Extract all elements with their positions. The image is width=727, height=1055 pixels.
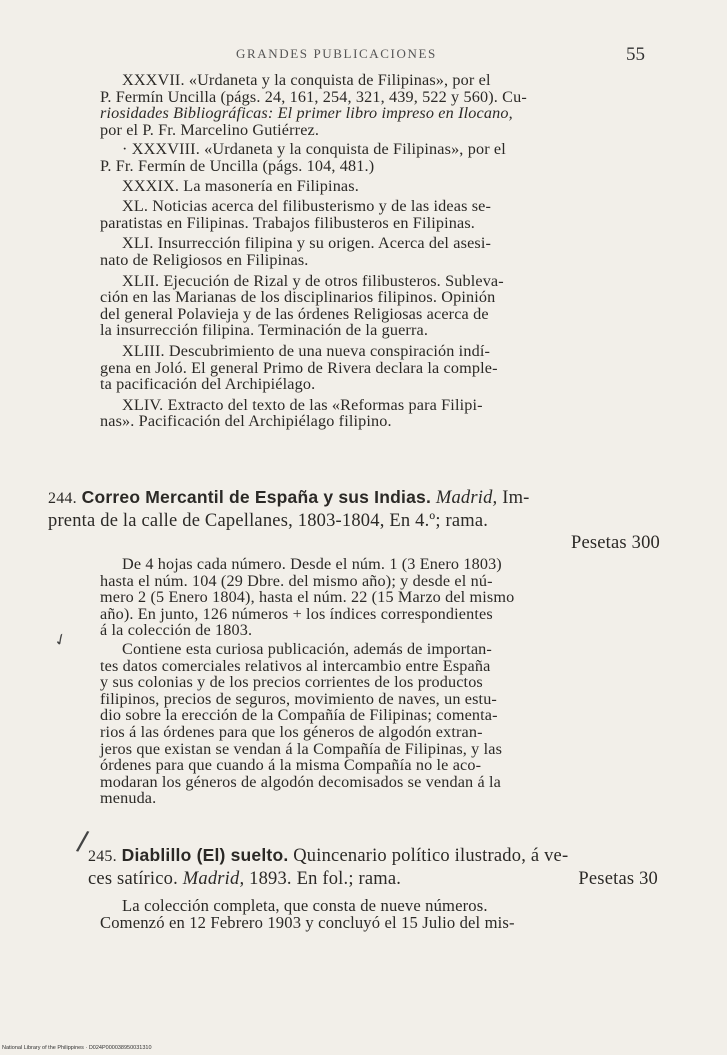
paragraph-line: jeros que existan se vendan á la Compañía de Filipinas, y las [100, 739, 503, 758]
list-item-line: ta pacificación del Archipiélago. [100, 375, 316, 394]
entry-imprint: Im- [502, 488, 530, 508]
list-item-line: nas». Pacificación del Archipiélago filipino. [100, 412, 392, 431]
list-item [100, 141, 658, 174]
entry-title: Diablillo (El) suelto. [121, 845, 289, 865]
entry-price: Pesetas 30 [578, 869, 658, 889]
list-item-line: la insurrección filipina. Terminación de la guerra. [100, 321, 429, 340]
paragraph-line: filipinos, precios de seguros, movimiento de naves, un estu- [100, 689, 497, 708]
entry-245 [88, 844, 660, 890]
paragraph-line: menuda. [100, 789, 157, 808]
paragraph-line: modaran los géneros de algodón decomisados se vendan á la [100, 772, 501, 791]
list-item-line: XXXVII. «Urdaneta y la conquista de Filipinas», por el [122, 71, 491, 89]
paragraph-line: Comenzó en 12 Febrero 1903 y concluyó el 15 Julio del mis- [100, 912, 515, 932]
paragraph-line: dio sobre la erección de la Compañía de Filipinas; comenta- [100, 706, 498, 725]
paragraph-line: De 4 hojas cada número. Desde el núm. 1 (3 Enero 1803) [122, 555, 502, 573]
list-item-line: P. Fr. Fermín de Uncilla (págs. 104, 481.) [100, 156, 375, 175]
paragraph-line: tes datos comerciales relativos al intercambio entre España [100, 656, 491, 675]
entry-genre: ces satírico. [88, 869, 178, 889]
list-item-line: XLII. Ejecución de Rizal y de otros filibusteros. Subleva- [122, 271, 504, 290]
list-item-line: del general Polavieja y de las órdenes Religiosas acerca de [100, 304, 489, 323]
list-item-line: paratistas en Filipinas. Trabajos filibusteros en Filipinas. [100, 213, 475, 232]
entry-heading [48, 486, 660, 510]
running-head: GRANDES PUBLICACIONES [236, 46, 437, 61]
contents-list [100, 72, 658, 430]
entry-imprint-line: prenta de la calle de Capellanes, 1803-1804, En 4.º; rama. [48, 511, 489, 531]
paragraph-line: rios á las órdenes para que los géneros de algodón extran- [100, 722, 483, 741]
list-item [100, 178, 658, 195]
entry-244 [48, 486, 660, 554]
list-item [100, 343, 658, 393]
paragraph [100, 556, 658, 639]
entry-place: Madrid, [182, 869, 245, 889]
list-item-line: nato de Religiosos en Filipinas. [100, 250, 309, 269]
paragraph-line: órdenes para que cuando á la misma Compañía no le aco- [100, 756, 482, 775]
list-item [100, 72, 658, 138]
page-number: 55 [626, 44, 645, 65]
list-item-line: XLIII. Descubrimiento de una nueva conspiración indí- [122, 341, 491, 360]
entry-imprint: 1893. En fol.; rama. [249, 869, 402, 889]
paragraph-line: Contiene esta curiosa publicación, además de importan- [122, 639, 492, 658]
entry-number: 245. [88, 848, 117, 865]
margin-pencil-mark: ✓ [51, 629, 71, 651]
list-item-line: XL. Noticias acerca del filibusterismo y de las ideas se- [122, 197, 492, 216]
paragraph [100, 641, 658, 807]
list-item [100, 235, 658, 268]
list-item [100, 397, 658, 430]
paragraph-line: y sus colonias y de los precios corrientes de los productos [100, 673, 483, 692]
list-item-line: ción en las Marianas de los disciplinarios filipinos. Opinión [100, 288, 496, 307]
entry-title: Correo Mercantil de España y sus Indias. [81, 487, 432, 507]
paragraph-line: año). En junto, 126 números + los índices correspondientes [100, 604, 493, 623]
margin-pencil-mark: / [74, 825, 91, 860]
entry-number: 244. [48, 490, 77, 507]
paragraph-line: mero 2 (5 Enero 1804), hasta el núm. 22 (15 Marzo del mismo [100, 588, 515, 607]
list-item-line: gena en Joló. El general Primo de Rivera declara la comple- [100, 358, 498, 377]
entry-heading [88, 844, 660, 868]
paragraph-line: hasta el núm. 104 (29 Dbre. del mismo año); y desde el nú- [100, 571, 493, 590]
list-item [100, 273, 658, 339]
entry-description: Quincenario político ilustrado, á ve- [293, 846, 569, 866]
list-item-line: XLIV. Extracto del texto de las «Reformas para Filipi- [122, 395, 483, 414]
paragraph-line: á la colección de 1803. [100, 621, 253, 640]
entry-place: Madrid, [435, 488, 498, 508]
list-item [100, 198, 658, 231]
entry-245-description [100, 898, 658, 931]
entry-price: Pesetas 300 [570, 533, 660, 553]
entry-description-line [88, 868, 660, 890]
list-item-line: riosidades Bibliográficas: El primer libro impreso en Ilocano, [100, 104, 513, 123]
scan-footer: National Library of the Philippines · D024P000038950031310 [2, 1045, 152, 1051]
list-item-line: por el P. Fr. Marcelino Gutiérrez. [100, 120, 320, 139]
list-item-line: XLI. Insurrección filipina y su origen. Acerca del asesi- [122, 234, 492, 253]
list-item-line: · XXXVIII. «Urdaneta y la conquista de Filipinas», por el [122, 140, 506, 159]
entry-244-description [100, 556, 658, 807]
list-item-line: P. Fermín Uncilla (págs. 24, 161, 254, 321, 439, 522 y 560). Cu- [100, 87, 527, 106]
paragraph-line: La colección completa, que consta de nueve números. [122, 896, 488, 915]
list-item-line: XXXIX. La masonería en Filipinas. [122, 176, 359, 195]
